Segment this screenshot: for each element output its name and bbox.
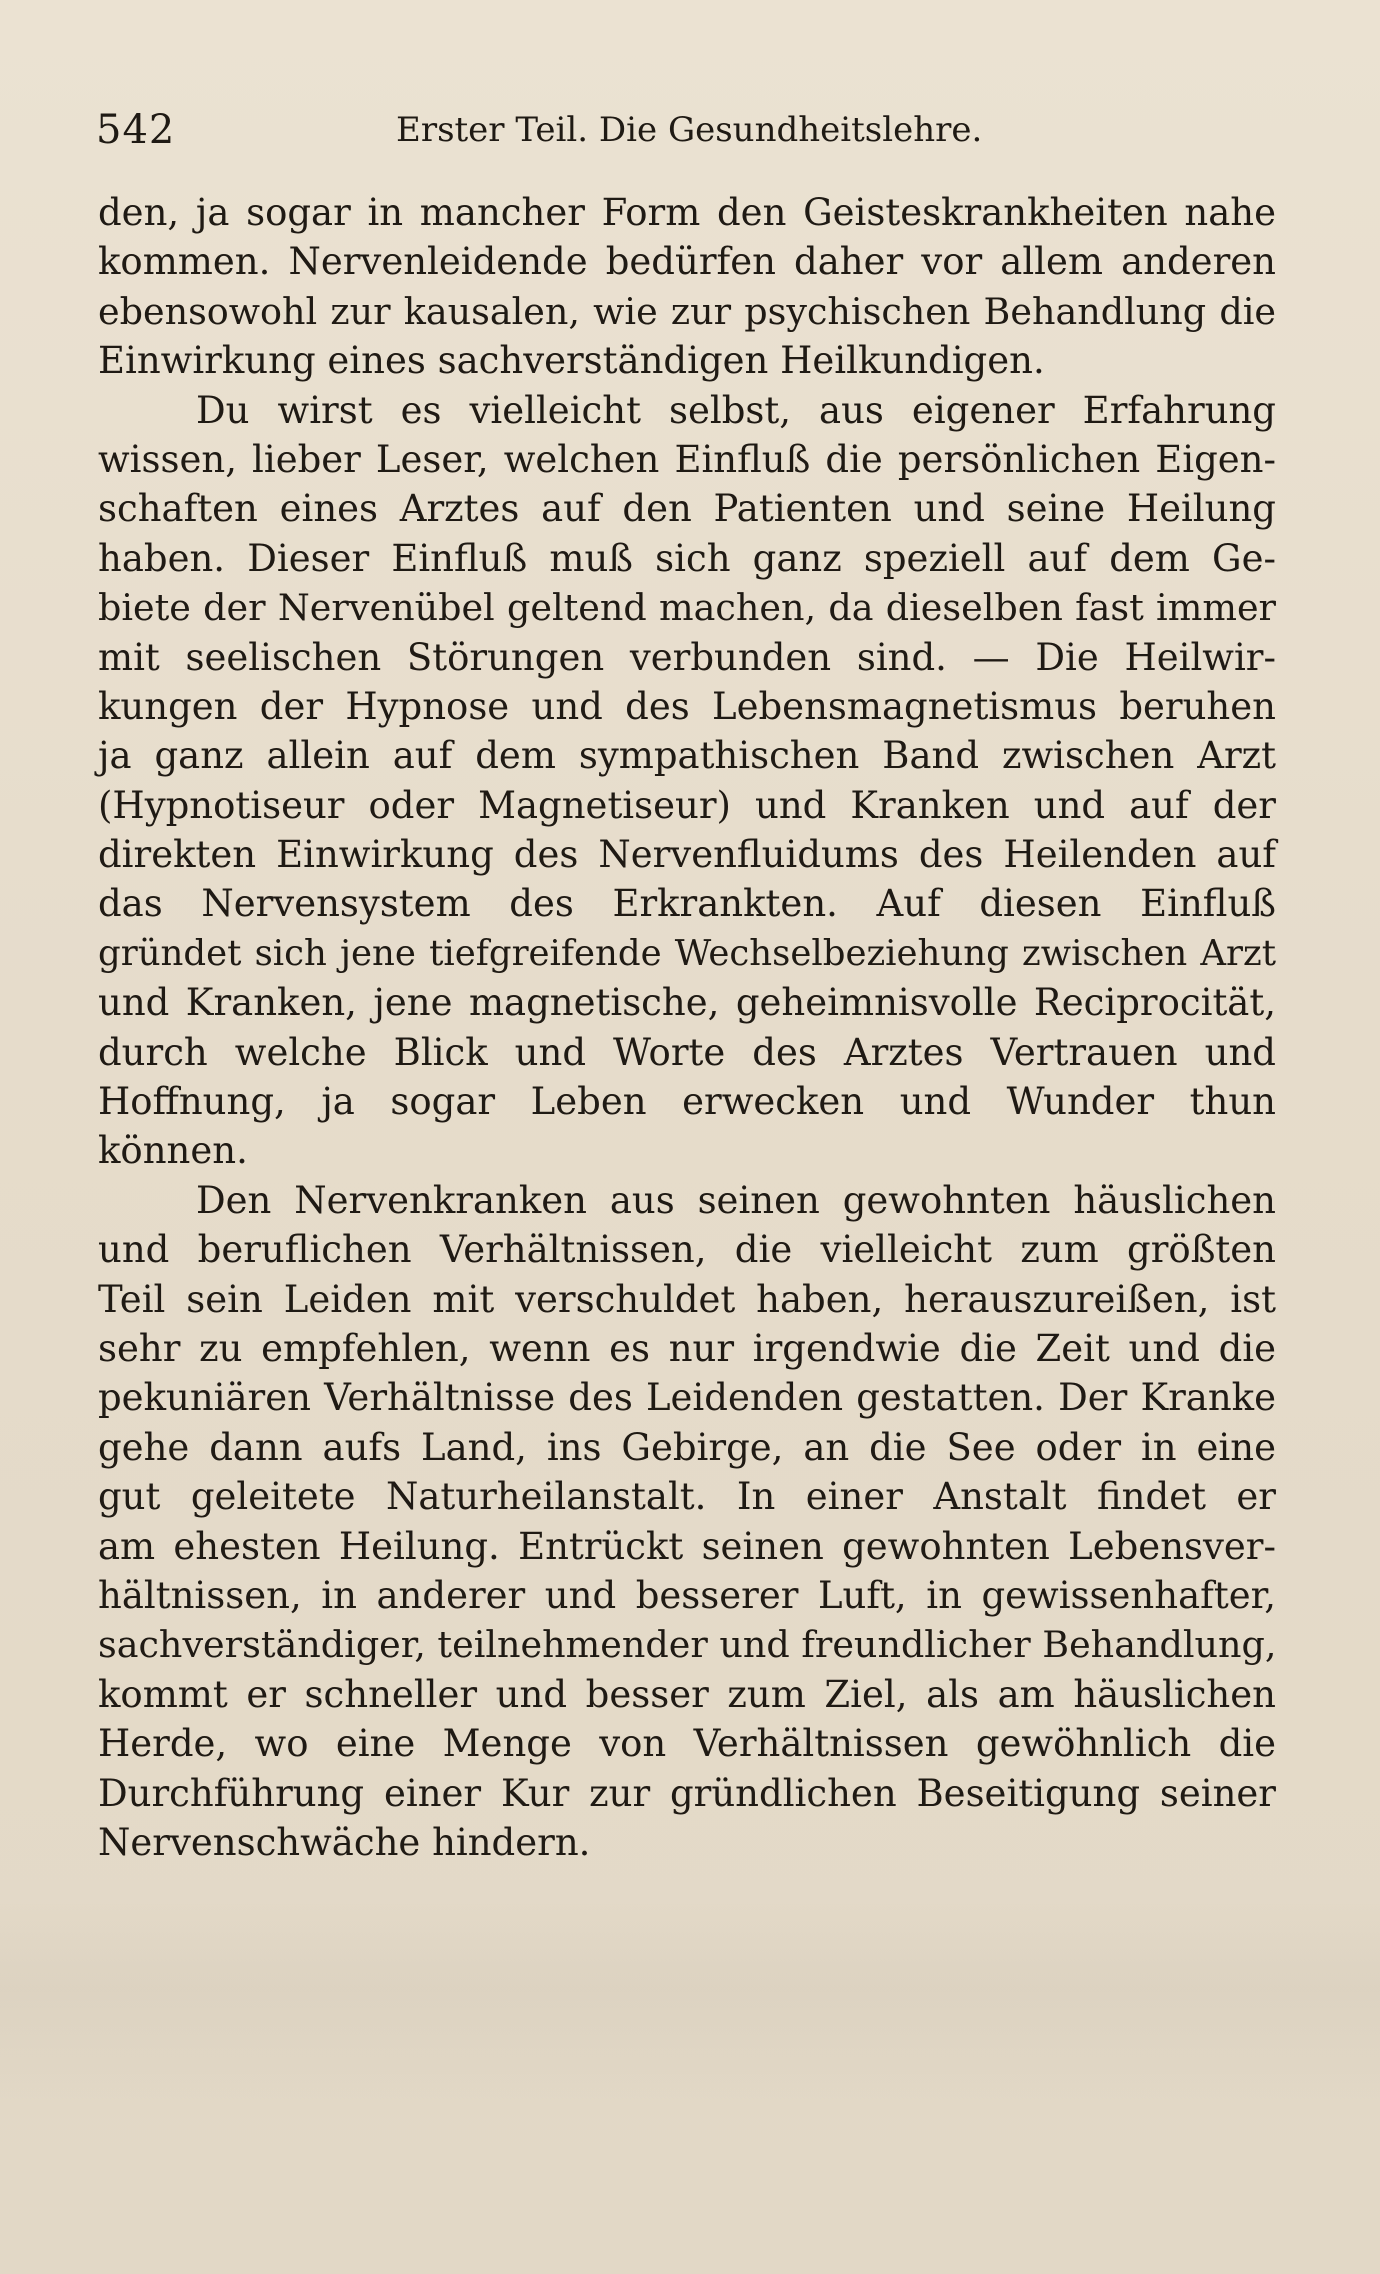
page-number: 542 (96, 107, 176, 153)
text-line: können. (98, 1129, 248, 1173)
text-line: kommt er schneller und besser zum Ziel, als am häuslichen (98, 1672, 1276, 1716)
body-text (98, 188, 1276, 1867)
text-line: am ehesten Heilung. Entrückt seinen gewohnten Lebensver- (98, 1524, 1276, 1568)
text-line: gehe dann aufs Land, ins Gebirge, an die See oder in eine (98, 1425, 1276, 1469)
text-line: schaften eines Arztes auf den Patienten und seine Heilung (98, 487, 1276, 531)
text-line: pekuniären Verhältnisse des Leidenden gestatten. Der Kranke (98, 1376, 1276, 1420)
text-line: Teil sein Leiden mit verschuldet haben, herauszureißen, ist (98, 1277, 1276, 1321)
text-line: Einwirkung eines sachverständigen Heilkundigen. (98, 339, 1045, 383)
text-line: hältnissen, in anderer und besserer Luft, in gewissenhafter, (98, 1573, 1276, 1617)
text-line: haben. Dieser Einfluß muß sich ganz speziell auf dem Ge- (98, 536, 1276, 580)
text-line: Hoffnung, ja sogar Leben erwecken und Wunder thun (98, 1080, 1276, 1124)
text-line: ja ganz allein auf dem sympathischen Band zwischen Arzt (98, 734, 1276, 778)
text-line: kommen. Nervenleidende bedürfen daher vor allem anderen (98, 240, 1276, 284)
text-line: den, ja sogar in mancher Form den Geisteskrankheiten nahe (98, 191, 1276, 234)
page-header (96, 105, 1276, 155)
text-line: gut geleitete Naturheilanstalt. In einer Anstalt findet er (98, 1475, 1276, 1519)
text-line: mit seelischen Störungen verbunden sind. — Die Heilwir- (98, 635, 1276, 679)
text-line: durch welche Blick und Worte des Arztes Vertrauen und (98, 1030, 1276, 1074)
text-line: ebensowohl zur kausalen, wie zur psychischen Behandlung die (98, 289, 1276, 333)
text-line: und beruflichen Verhältnissen, die vielleicht zum größten (98, 1228, 1276, 1272)
text-line: Durchführung einer Kur zur gründlichen Beseitigung seiner (98, 1771, 1276, 1815)
text-line: und Kranken, jene magnetische, geheimnisvolle Reciprocität, (98, 981, 1276, 1025)
text-line: Herde, wo eine Menge von Verhältnissen gewöhnlich die (98, 1722, 1276, 1766)
text-line: biete der Nervenübel geltend machen, da dieselben fast immer (98, 586, 1276, 630)
text-line: Den Nervenkranken aus seinen gewohnten häuslichen (196, 1178, 1276, 1222)
text-line: sachverständiger, teilnehmender und freundlicher Behandlung, (98, 1623, 1277, 1667)
text-line: sehr zu empfehlen, wenn es nur irgendwie die Zeit und die (98, 1326, 1276, 1370)
text-line: das Nervensystem des Erkrankten. Auf diesen Einfluß (98, 882, 1276, 926)
text-line: direkten Einwirkung des Nervenfluidums des Heilenden auf (98, 833, 1276, 877)
text-line: gründet sich jene tiefgreifende Wechselbeziehung zwischen Arzt (98, 932, 1276, 974)
running-head: Erster Teil. Die Gesundheitslehre. (396, 110, 983, 150)
text-line: Nervenschwäche hindern. (98, 1820, 591, 1864)
text-line: wissen, lieber Leser, welchen Einfluß die persönlichen Eigen- (98, 437, 1276, 481)
text-line: (Hypnotiseur oder Magnetiseur) und Kranken und auf der (98, 783, 1276, 827)
text-line: kungen der Hypnose und des Lebensmagnetismus beruhen (98, 684, 1276, 728)
text-line: Du wirst es vielleicht selbst, aus eigener Erfahrung (196, 388, 1276, 432)
show-through-area (0, 1900, 1380, 2120)
